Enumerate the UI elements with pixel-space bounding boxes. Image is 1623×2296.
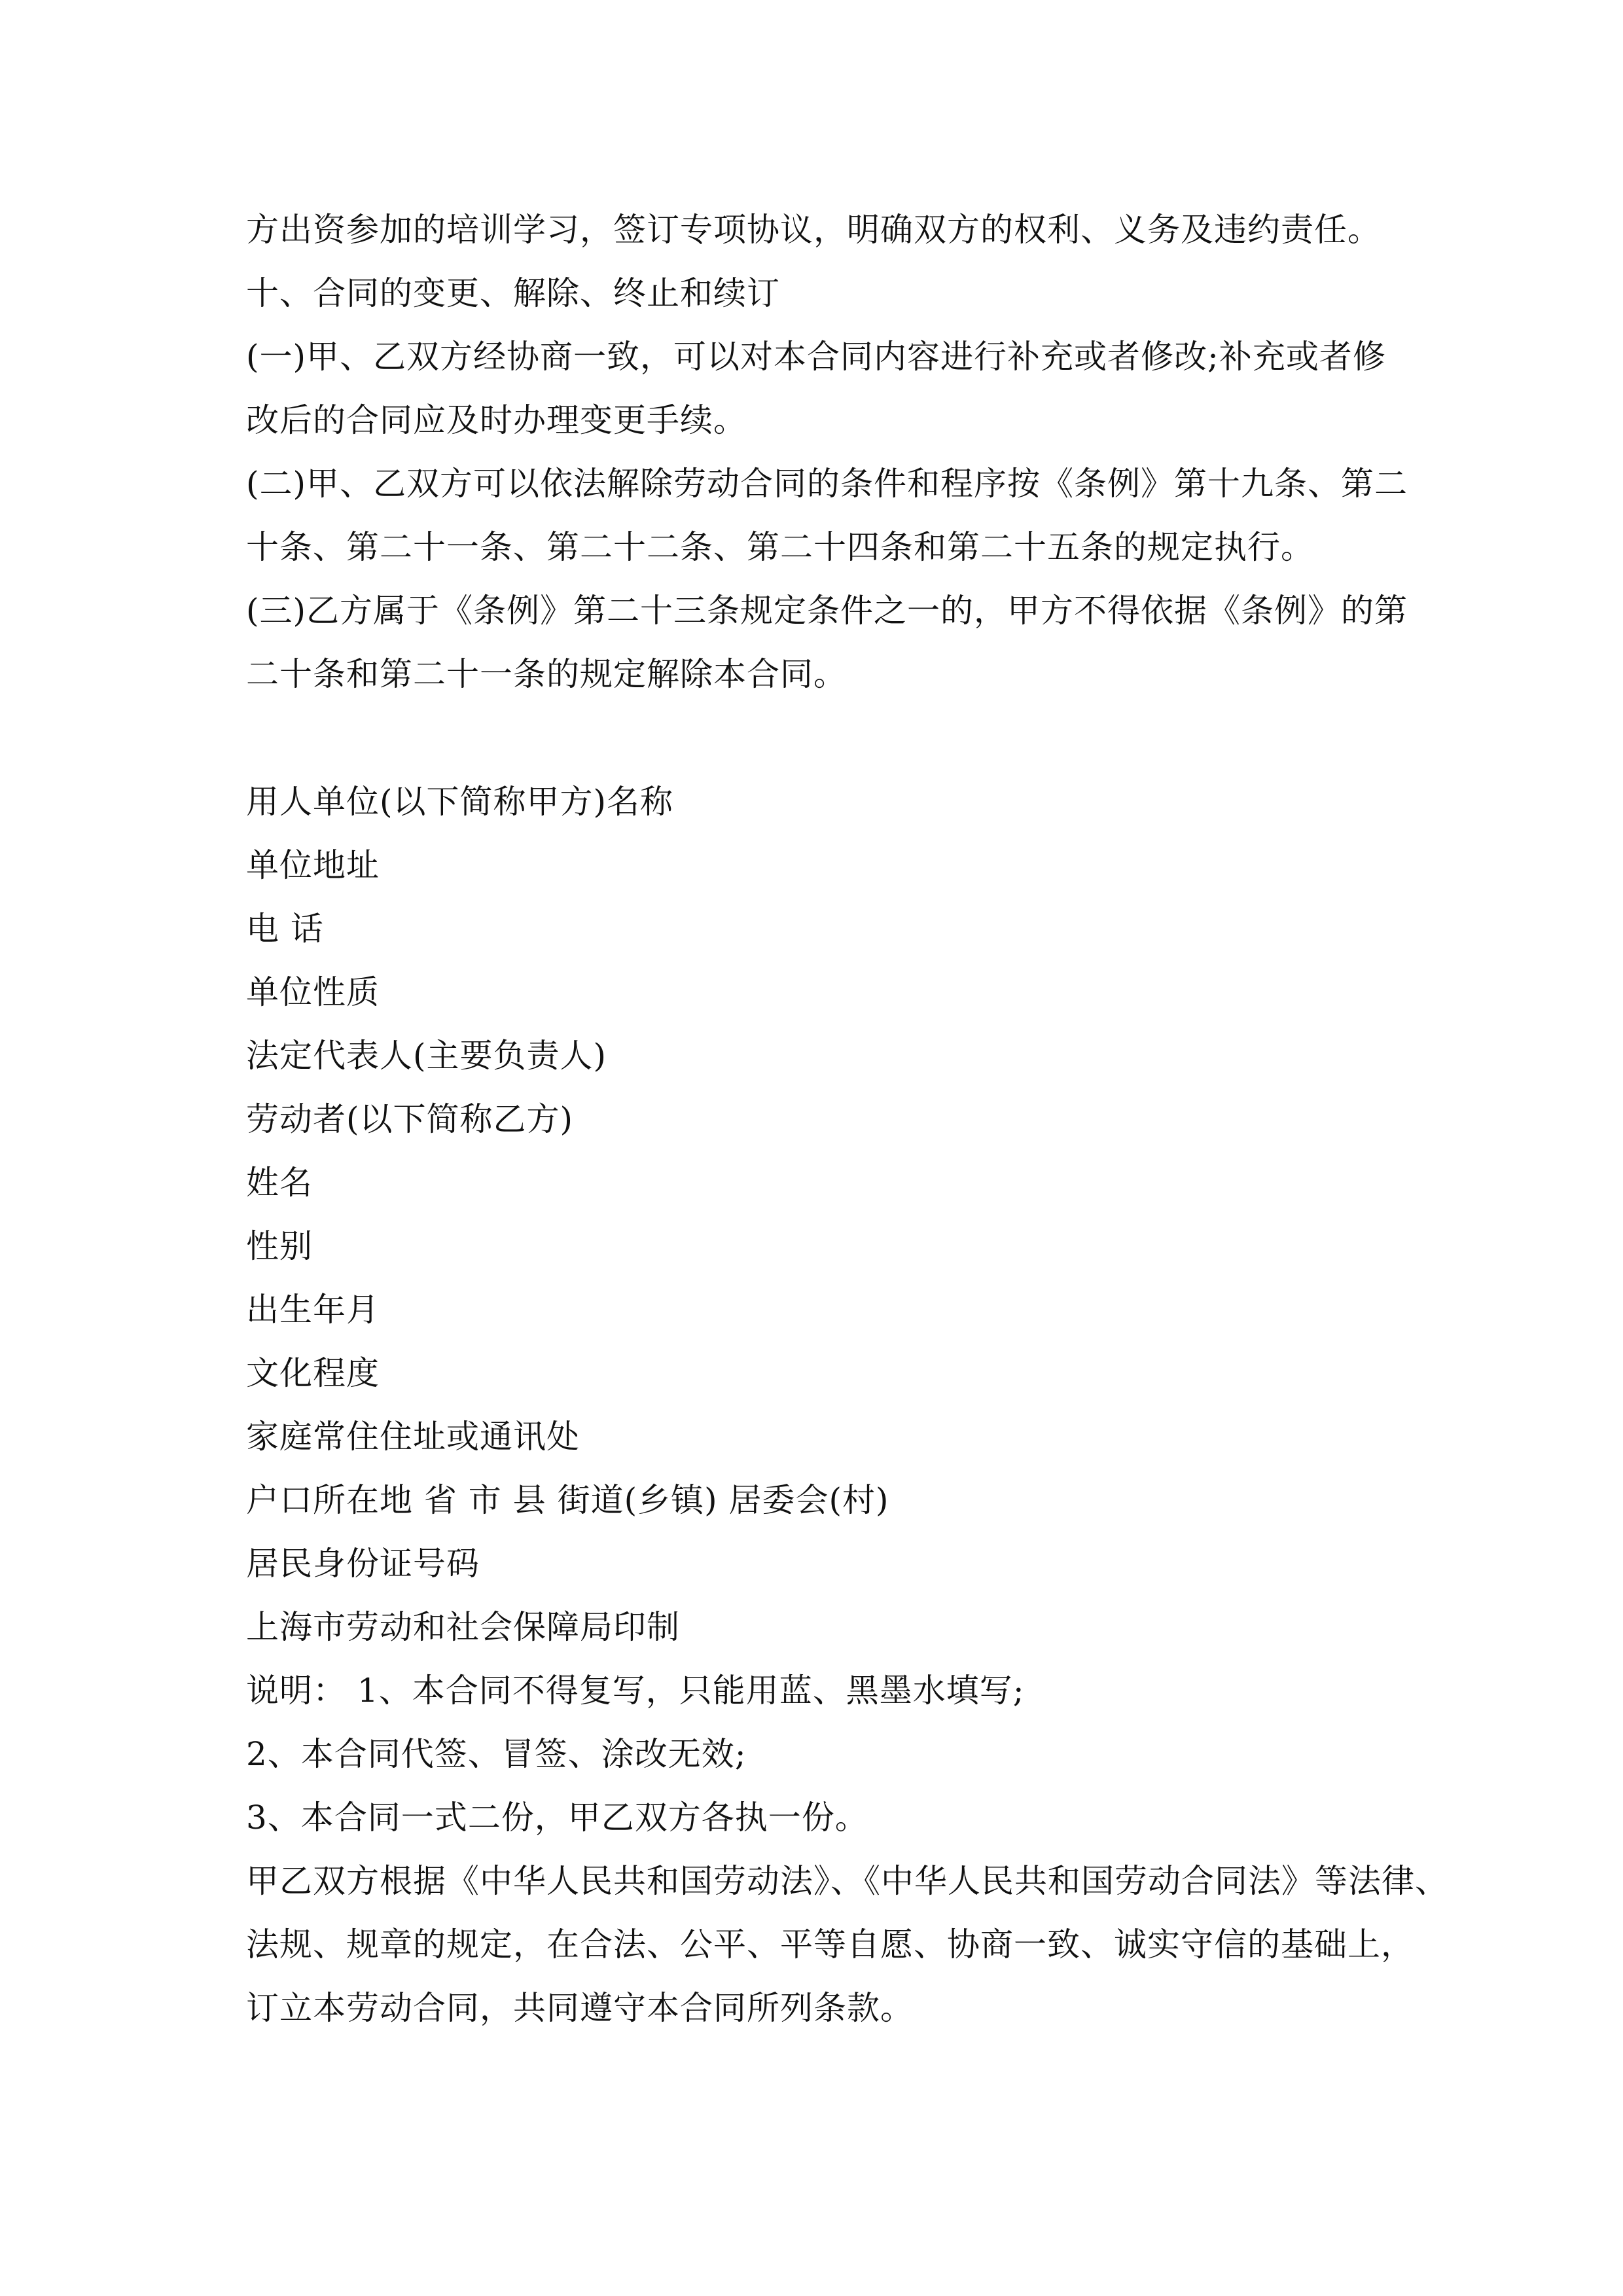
form-field-unit-type: 单位性质 [246, 973, 380, 1011]
paragraph-line: (三)乙方属于《条例》第二十三条规定条件之一的，甲方不得依据《条例》的第 [246, 592, 1408, 630]
form-field-employer-name: 用人单位(以下简称甲方)名称 [246, 783, 674, 821]
form-field-employee: 劳动者(以下简称乙方) [246, 1100, 574, 1138]
instructions-line: 说明： 1、本合同不得复写，只能用蓝、黑墨水填写; [246, 1672, 1025, 1710]
form-field-name: 姓名 [246, 1164, 313, 1202]
form-field-address: 单位地址 [246, 846, 380, 884]
instructions-line: 3、本合同一式二份，甲乙双方各执一份。 [246, 1799, 868, 1837]
instructions-line: 2、本合同代签、冒签、涂改无效; [246, 1735, 747, 1773]
preamble-line: 法规、规章的规定，在合法、公平、平等自愿、协商一致、诚实守信的基础上， [246, 1926, 1414, 1964]
paragraph-line: 改后的合同应及时办理变更手续。 [246, 401, 747, 439]
form-field-birth: 出生年月 [246, 1291, 380, 1329]
form-field-phone: 电 话 [246, 910, 324, 948]
form-field-id-number: 居民身份证号码 [246, 1545, 480, 1583]
form-field-education: 文化程度 [246, 1354, 380, 1392]
form-field-legal-rep: 法定代表人(主要负责人) [246, 1037, 607, 1075]
section-heading: 十、合同的变更、解除、终止和续订 [246, 274, 780, 312]
printer-note: 上海市劳动和社会保障局印制 [246, 1608, 680, 1646]
form-field-household: 户口所在地 省 市 县 街道(乡镇) 居委会(村) [246, 1481, 889, 1519]
preamble-line: 订立本劳动合同，共同遵守本合同所列条款。 [246, 1989, 914, 2027]
paragraph-line: 十条、第二十一条、第二十二条、第二十四条和第二十五条的规定执行。 [246, 528, 1314, 566]
paragraph-line: (一)甲、乙双方经协商一致，可以对本合同内容进行补充或者修改;补充或者修 [246, 338, 1386, 376]
preamble-line: 甲乙双方根据《中华人民共和国劳动法》、《中华人民共和国劳动合同法》等法律、 [246, 1862, 1448, 1900]
paragraph-line: 二十条和第二十一条的规定解除本合同。 [246, 655, 847, 693]
form-field-gender: 性别 [246, 1227, 313, 1265]
paragraph-line: 方出资参加的培训学习，签订专项协议，明确双方的权利、义务及违约责任。 [246, 211, 1381, 249]
paragraph-line: (二)甲、乙双方可以依法解除劳动合同的条件和程序按《条例》第十九条、第二 [246, 465, 1408, 503]
form-field-home-address: 家庭常住住址或通讯处 [246, 1418, 580, 1456]
